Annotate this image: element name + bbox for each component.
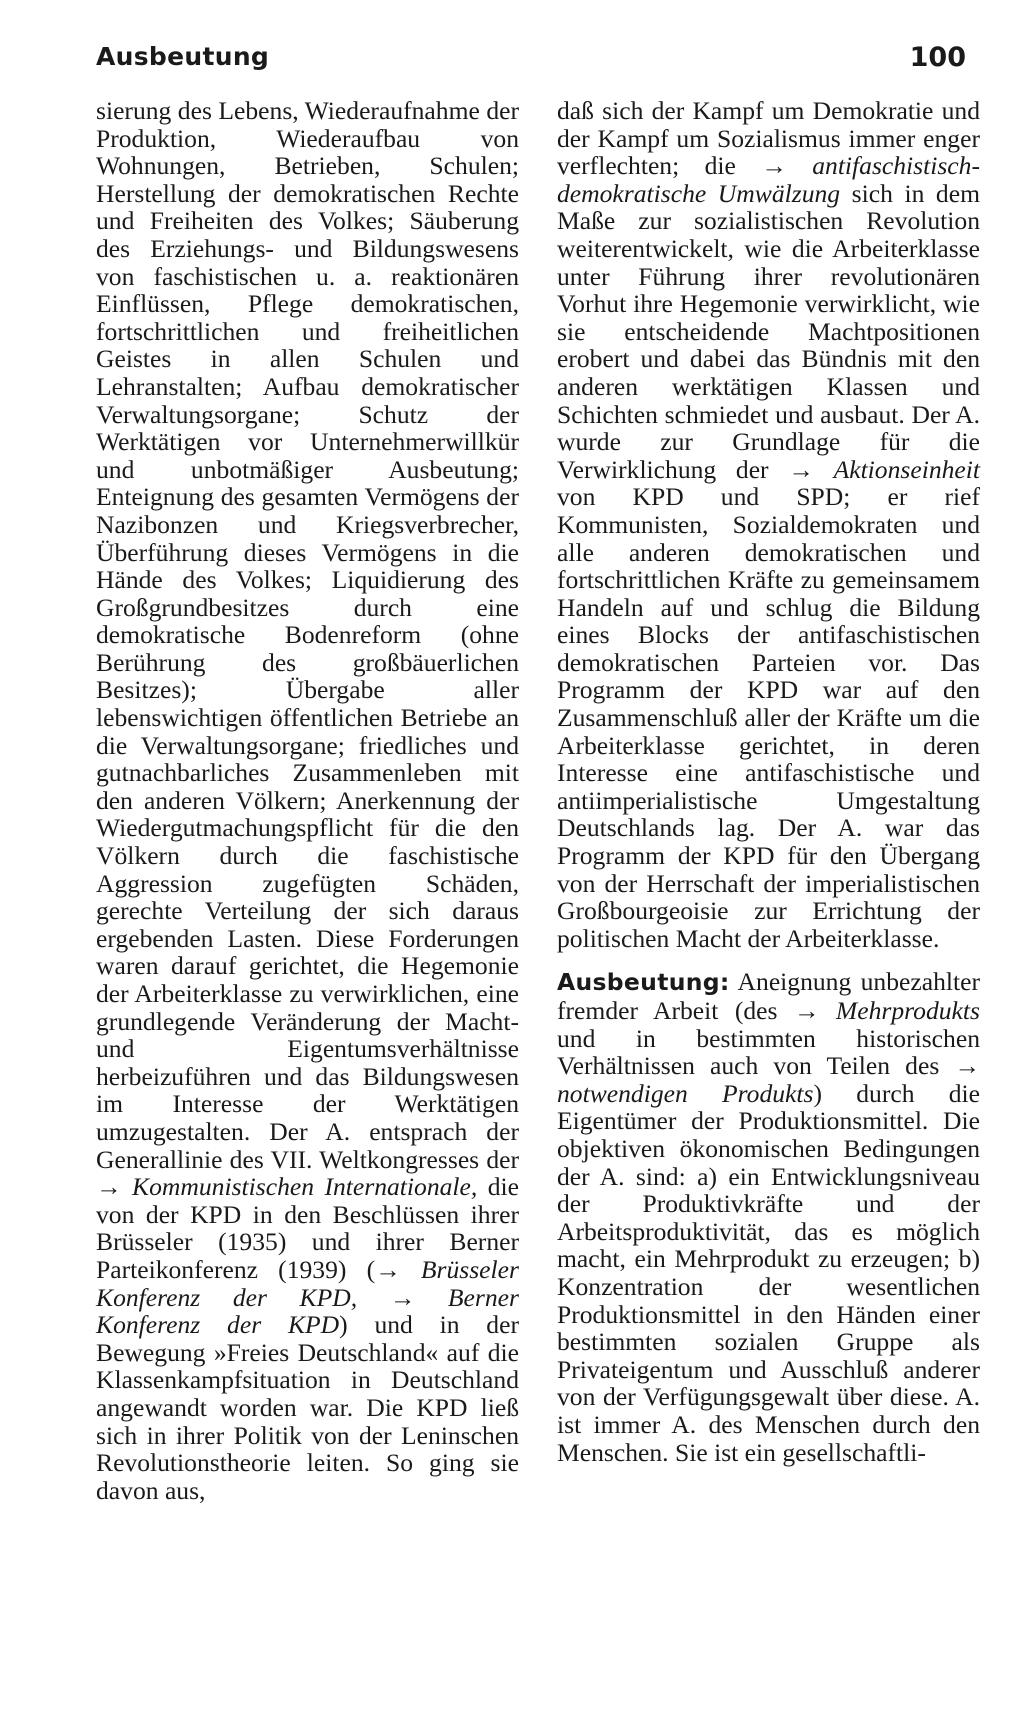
- cross-reference-bern[interactable]: Berner Konferenz der KPD: [96, 1282, 519, 1340]
- cross-reference-arrow-icon: →: [788, 454, 814, 484]
- entry-ausbeutung: [557, 968, 980, 1466]
- body-text: daß sich der Kampf um Demokratie und der Kampf um Sozialismus immer enger verflechten; die: [557, 96, 980, 181]
- body-text: sierung des Lebens, Wiederaufnahme der Produktion, Wiederaufbau von Wohnungen, Betrieben, Schulen; Herstellung der demokratischen Rechte und Freiheiten des Volkes; Säuberung des Erziehungs- und Bildungswesens von faschistischen u. a. reaktionären Einflüssen, Pflege demokratischen, fortschrittlichen und freiheitlichen Geistes in allen Schulen und Lehranstalten; Aufbau demokratischer Verwaltungsorgane; Schutz der Werktätigen vor Unternehmerwillkür und unbotmäßiger Ausbeutung; Enteignung des gesamten Vermögens der Nazibonzen und Kriegsverbrecher, Überführung dieses Vermögens in die Hände des Volkes; Liquidierung des Großgrundbesitzes durch eine demokratische Bodenreform (ohne Berührung des großbäuerlichen Besitzes); Übergabe aller lebenswichtigen öffentlichen Betriebe an die Verwaltungsorgane; friedliches und gutnachbarliches Zusammenleben mit den anderen Völkern; Anerkennung der Wiedergutmachungspflicht für die den Völkern durch die faschistische Aggression zugefügten Schäden, gerechte Verteilung der sich daraus ergebenden Lasten. Diese Forderungen waren darauf gerichtet, die Hegemonie der Arbeiterklasse zu verwirklichen, eine grundlegende Veränderung der Macht- und Eigentumsverhältnisse herbeizuführen und das Bildungswesen im Interesse der Werktätigen umzugestalten. Der A. entsprach der Generallinie des VII. Weltkongresses der: [96, 96, 519, 1174]
- headword: Ausbeutung:: [557, 968, 730, 997]
- cross-reference-umwaelzung[interactable]: antifaschistisch-demokratische Umwälzung: [557, 151, 980, 208]
- body-text: ) und in der Bewegung »Freies Deutschland« auf die Klassenkampfsituation in Deutschland angewandt worden war. Die KPD ließ sich in ihrer Politik von der Leninschen Revolutionstheorie leiten. So ging sie davon aus,: [96, 1310, 519, 1505]
- entry-continuation: [96, 97, 519, 1504]
- cross-reference-arrow-icon: →: [793, 996, 820, 1025]
- body-text: ) durch die Eigentümer der Produktionsmittel. Die objektiven ökonomischen Bedingungen der A. sind: a) ein Entwicklungsniveau der Produktivkräfte und der Arbeitsproduktivität, das es möglich macht, ein Mehrprodukt zu erzeugen; b) Konzentration der wesentlichen Produktionsmittel in den Händen einer bestimmten sozialen Gruppe als Privateigentum und Ausschluß anderer von der Verfügungsgewalt über diese. A. ist immer A. des Menschen durch den Menschen. Sie ist ein gesellschaftli-: [557, 1078, 980, 1467]
- cross-reference-notwendig[interactable]: notwendigen Produkts: [557, 1078, 814, 1108]
- body-text: sich in dem Maße zur sozialistischen Revolution weiterentwickelt, wie die Arbeiterklasse unter Führung ihrer revolutionären Vorhut ihre Hegemonie verwirklicht, wie sie entscheidende Machtpositionen erobert und dabei das Bündnis mit den anderen werktätigen Klassen und Schichten schmiedet und ausbaut. Der A. wurde zur Grundlage für die Verwirklichung der: [557, 178, 980, 484]
- cross-reference-arrow-icon: →: [375, 1254, 401, 1284]
- body-text: Aneignung unbezahlter fremder Arbeit (des: [557, 967, 980, 1025]
- cross-reference-arrow-icon: →: [389, 1282, 416, 1312]
- cross-reference-aktionseinheit[interactable]: Aktionseinheit: [833, 454, 980, 484]
- cross-reference-arrow-icon: →: [96, 1172, 122, 1202]
- cross-reference-mehrprodukt[interactable]: Mehrprodukts: [835, 996, 980, 1025]
- cross-reference-arrow-icon: →: [954, 1051, 980, 1081]
- page-number: 100: [909, 42, 966, 73]
- entry-continuation: [557, 97, 980, 952]
- left-column: [96, 97, 519, 1504]
- cross-reference-komintern[interactable]: Kommunistischen Internationale,: [132, 1172, 478, 1202]
- body-text: von KPD und SPD; er rief Kommunisten, Sozialdemokraten und alle anderen demokratischen und fortschrittlichen Kräfte zu gemeinsamem Handeln auf und schlug die Bildung eines Blocks der antifaschistischen demokratischen Parteien vor. Das Programm der KPD war auf den Zusammenschluß aller der Kräfte um die Arbeiterklasse gerichtet, in deren Interesse eine antifaschistische und antiimperialistische Umgestaltung Deutschlands lag. Der A. war das Programm der KPD für den Übergang von der Herrschaft der imperialistischen Großbourgeoisie zur Errichtung der politischen Macht der Arbeiterklasse.: [557, 482, 980, 953]
- body-text: und in bestimmten historischen Verhältnissen auch von Teilen des: [557, 1023, 980, 1081]
- body-text: die von der KPD in den Beschlüssen ihrer Brüsseler (1935) und ihrer Berner Parteikonferenz (1939) (: [96, 1172, 519, 1284]
- cross-reference-arrow-icon: →: [761, 151, 787, 181]
- running-head: Ausbeutung: [96, 42, 270, 71]
- cross-reference-bruessel[interactable]: Brüsseler Konferenz der KPD,: [96, 1254, 519, 1312]
- right-column: [557, 97, 980, 1466]
